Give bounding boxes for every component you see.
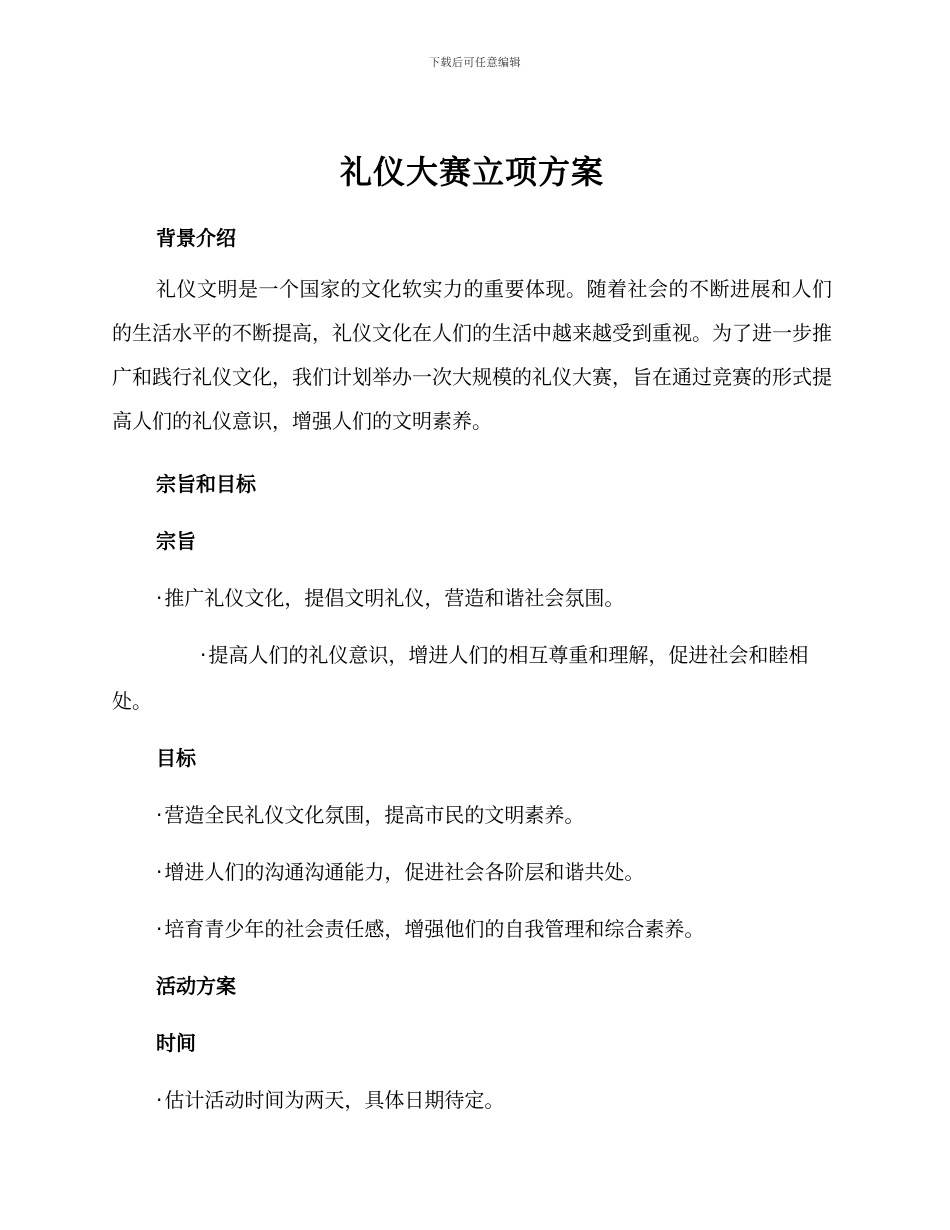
bullet-dot: ·: [200, 643, 207, 667]
subheading-goal: 目标: [156, 746, 196, 770]
list-item-purpose-1: [112, 570, 832, 627]
section-heading-background: 背景介绍: [156, 226, 236, 250]
list-item-text: 培育青少年的社会责任感，增强他们的自我管理和综合素养。: [164, 917, 705, 941]
list-item-goal-1: [112, 787, 832, 844]
subheading-purpose: 宗旨: [156, 529, 196, 553]
list-item-text: 增进人们的沟通沟通能力，促进社会各阶层和谐共处。: [164, 860, 645, 884]
document-body: [112, 148, 832, 1129]
list-item-time-1: [112, 1072, 832, 1129]
bullet-dot: ·: [156, 803, 163, 827]
list-item-goal-2: [112, 844, 832, 901]
bullet-dot: ·: [156, 1088, 163, 1112]
section-heading-purpose-goal: 宗旨和目标: [156, 472, 256, 496]
list-item-text: 营造全民礼仪文化氛围，提高市民的文明素养。: [164, 803, 585, 827]
list-item-text: 推广礼仪文化，提倡文明礼仪，营造和谐社会氛围。: [164, 586, 625, 610]
bullet-dot: ·: [156, 860, 163, 884]
bullet-dot: ·: [156, 586, 163, 610]
list-item-text: 估计活动时间为两天，具体日期待定。: [164, 1088, 505, 1112]
background-paragraph: 礼仪文明是一个国家的文化软实力的重要体现。随着社会的不断进展和人们的生活水平的不断提高，礼仪文化在人们的生活中越来越受到重视。为了进一步推广和践行礼仪文化，我们计划举办一次大规模的礼仪大赛，旨在通过竞赛的形式提高人们的礼仪意识，增强人们的文明素养。: [112, 277, 832, 433]
subheading-time: 时间: [156, 1031, 196, 1055]
header-note: 下载后可任意编辑: [429, 56, 521, 69]
list-item-text: 提高人们的礼仪意识，增进人们的相互尊重和理解，促进社会和睦相处。: [112, 643, 809, 713]
list-item-purpose-2: [112, 627, 832, 730]
bullet-dot: ·: [156, 917, 163, 941]
document-title: 礼仪大赛立项方案: [339, 153, 604, 191]
list-item-goal-3: [112, 901, 832, 958]
section-heading-activity: 活动方案: [156, 974, 236, 998]
